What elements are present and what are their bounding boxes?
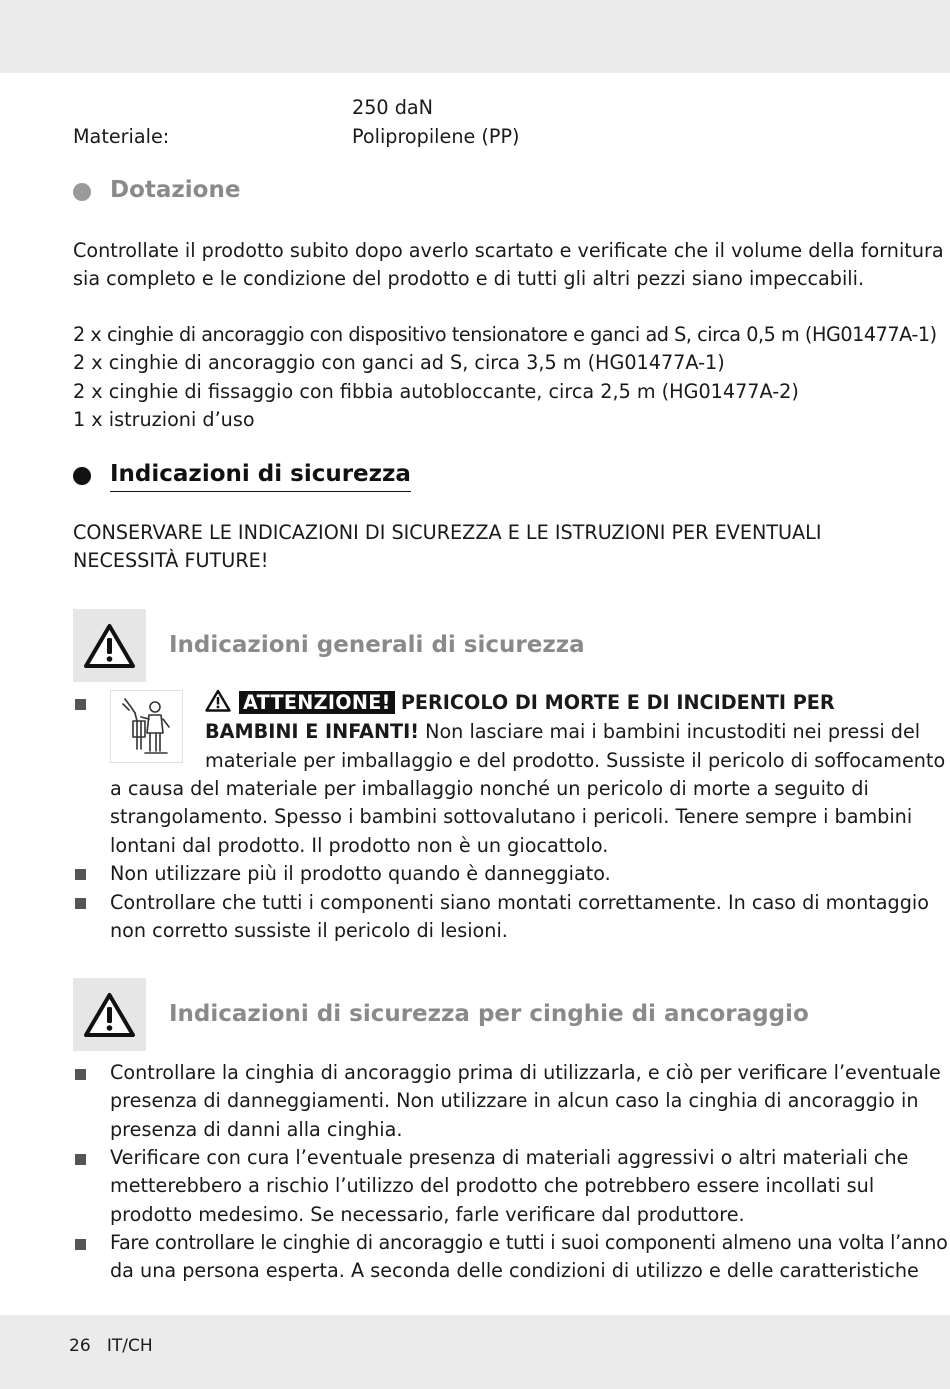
cinghie-bullet-1 xyxy=(110,1059,941,1144)
danger-line: a causa del materiale per imballaggio nonché un pericolo di morte a seguito di xyxy=(110,777,869,800)
cinghie-bullet-2 xyxy=(110,1144,909,1229)
danger-heading-text: BAMBINI E INFANTI! xyxy=(205,720,419,743)
bullet-line: presenza di danni alla cinghia. xyxy=(110,1117,403,1141)
danger-continued xyxy=(110,775,913,860)
danger-line: lontani dal prodotto. Il prodotto non è un giocattolo. xyxy=(110,833,609,857)
conserve-notice xyxy=(73,519,893,576)
bullet-line: Controllare che tutti i componenti siano montati correttamente. In caso di montaggio xyxy=(110,891,929,914)
dotazione-item: 1 x istruzioni d’uso xyxy=(73,408,255,432)
bullet-square xyxy=(75,1069,86,1080)
child-warning-icon xyxy=(110,690,183,763)
conserve-line: CONSERVARE LE INDICAZIONI DI SICUREZZA E LE ISTRUZIONI PER EVENTUALI xyxy=(73,521,822,544)
bullet-line: Fare controllare le cinghie di ancoraggio e tutti i suoi componenti almeno una volta l’anno xyxy=(110,1231,948,1254)
dotazione-intro-line: Controllate il prodotto subito dopo averlo scartato e verificate che il volume della fornitura xyxy=(73,239,944,262)
warning-triangle-box xyxy=(73,609,146,682)
dotazione-intro xyxy=(73,237,944,294)
danger-line2 xyxy=(205,718,920,746)
dotazione-items xyxy=(73,321,937,435)
bullet-line: presenza di danneggiamenti. Non utilizzare in alcun caso la cinghia di ancoraggio in xyxy=(110,1089,919,1113)
bullet-line: Non utilizzare più il prodotto quando è danneggiato. xyxy=(110,862,611,885)
attention-badge: ATTENZIONE! xyxy=(239,691,395,714)
dotazione-title: Dotazione xyxy=(110,177,241,203)
generali-bullet-2 xyxy=(110,860,900,888)
dotazione-item: 2 x cinghie di ancoraggio con ganci ad S, circa 3,5 m (HG01477A-1) xyxy=(73,351,725,375)
locale-label: IT/CH xyxy=(106,1336,153,1356)
danger-line3: materiale per imballaggio e del prodotto. Sussiste il pericolo di soffocamento xyxy=(205,749,946,772)
bullet-line: da una persona esperta. A seconda delle condizioni di utilizzo e delle caratteristiche xyxy=(110,1259,919,1283)
generali-title: Indicazioni generali di sicurezza xyxy=(169,632,585,658)
bullet-square xyxy=(75,869,86,880)
dotazione-item: 2 x cinghie di ancoraggio con dispositivo tensionatore e ganci ad S, circa 0,5 m (HG01477A-1) xyxy=(73,323,937,346)
bullet-line: non corretto sussiste il pericolo di lesioni. xyxy=(110,919,508,943)
footer xyxy=(69,1332,153,1360)
bullet-square xyxy=(75,898,86,909)
spec-material-label: Materiale: xyxy=(73,125,170,148)
cinghie-title: Indicazioni di sicurezza per cinghie di ancoraggio xyxy=(169,1001,809,1027)
bullet-square xyxy=(75,699,86,710)
bullet-line: Controllare la cinghia di ancoraggio prima di utilizzarla, e ciò per verificare l’eventuale xyxy=(110,1061,941,1084)
danger-heading-text: PERICOLO DI MORTE E DI INCIDENTI PER xyxy=(400,691,835,714)
danger-line: strangolamento. Spesso i bambini sottovalutano i pericoli. Tenere sempre i bambini xyxy=(110,805,913,829)
bullet-line: Verificare con cura l’eventuale presenza di materiali aggressivi o altri materiali che xyxy=(110,1146,909,1169)
dotazione-bullet-dot xyxy=(73,183,91,201)
cinghie-bullet-3 xyxy=(110,1229,948,1286)
bullet-line: prodotto medesimo. Se necessario, farle verificare dal produttore. xyxy=(110,1202,745,1226)
generali-bullet-3 xyxy=(110,889,929,946)
page-number: 26 xyxy=(69,1336,91,1356)
warning-triangle-small-icon xyxy=(205,689,231,712)
warning-triangle-icon xyxy=(73,978,146,1051)
warning-triangle-icon xyxy=(73,609,146,682)
dotazione-intro-line: sia completo e le condizione del prodotto e di tutti gli altri pezzi siano impeccabili. xyxy=(73,267,865,291)
spec-load-value: 250 daN xyxy=(352,96,434,119)
spec-material-value: Polipropilene (PP) xyxy=(352,125,520,148)
sicurezza-bullet-dot xyxy=(73,467,91,485)
danger-text: Non lasciare mai i bambini incustoditi nei pressi del xyxy=(425,720,921,743)
bullet-line: metterebbero a rischio l’utilizzo del prodotto che potrebbero essere incollati sul xyxy=(110,1174,875,1198)
conserve-line: NECESSITÀ FUTURE! xyxy=(73,549,269,573)
header-band xyxy=(0,0,950,73)
sicurezza-title: Indicazioni di sicurezza xyxy=(110,460,411,492)
bullet-square xyxy=(75,1239,86,1250)
bullet-square xyxy=(75,1154,86,1165)
dotazione-item: 2 x cinghie di fissaggio con fibbia autobloccante, circa 2,5 m (HG01477A-2) xyxy=(73,379,799,403)
warning-triangle-box xyxy=(73,978,146,1051)
danger-heading-line1 xyxy=(205,689,835,717)
